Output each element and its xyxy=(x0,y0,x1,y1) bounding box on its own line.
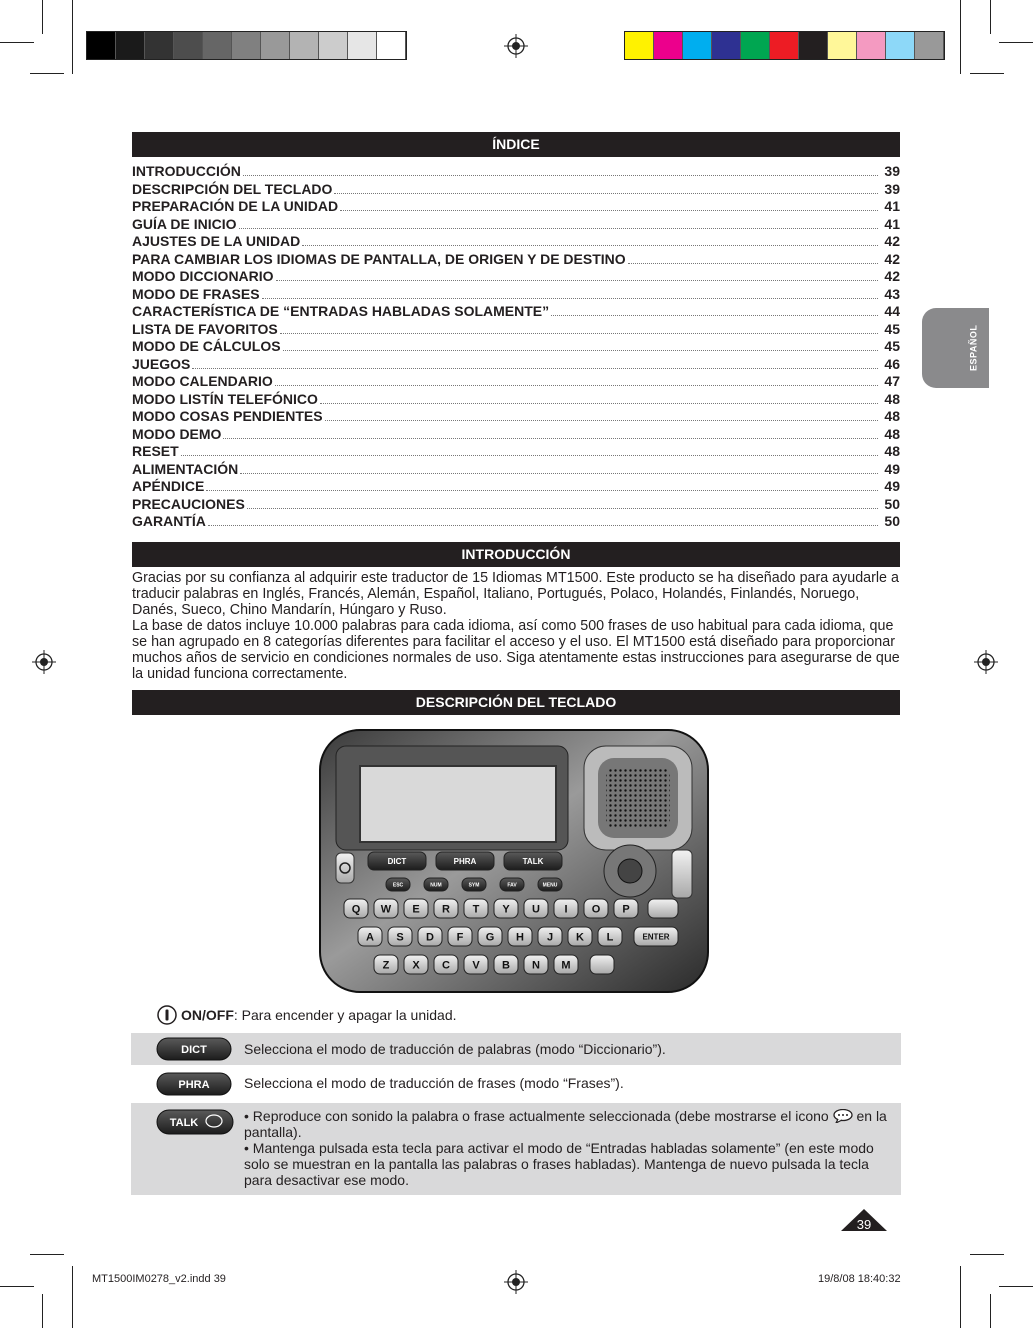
color-swatch xyxy=(232,32,261,59)
toc-entry-page: 43 xyxy=(884,285,900,302)
keyboard-header: DESCRIPCIÓN DEL TECLADO xyxy=(132,690,900,715)
toc-leader-dots xyxy=(243,175,878,176)
talk-desc-1b: en la pantalla). xyxy=(244,1108,887,1140)
toc-entry-title: DESCRIPCIÓN DEL TECLADO xyxy=(132,180,333,197)
color-swatch xyxy=(828,32,857,59)
table-of-contents xyxy=(132,163,900,531)
toc-entry-page: 48 xyxy=(884,443,900,459)
toc-entry-title: PRECAUCIONES xyxy=(132,495,245,512)
toc-entry-title: PARA CAMBIAR LOS IDIOMAS DE PANTALLA, DE ORIGEN Y DE DESTINO xyxy=(132,250,626,267)
toc-entry-page: 47 xyxy=(884,373,900,389)
function-key-label: MENU xyxy=(542,882,558,889)
registration-mark-icon xyxy=(974,650,998,674)
toc-entry-page: 39 xyxy=(884,180,900,197)
intro-text xyxy=(132,570,900,682)
letter-key-label: S xyxy=(396,931,404,944)
letter-key-label: A xyxy=(366,931,374,944)
color-swatch xyxy=(770,32,799,59)
phra-key-desc: Selecciona el modo de traducción de frases (modo “Frases”). xyxy=(244,1075,624,1091)
toc-entry xyxy=(132,356,900,374)
color-swatch xyxy=(319,32,348,59)
intro-paragraph: La base de datos incluye 10.000 palabras para cada idioma, así como 500 frases de uso habitual para cada idioma, que se han agrupado en 8 categorías diferentes para facilitar el acceso y el uso. El MT1500 está diseñado para proporcionar muchos años de servicio en condiciones normales de uso. Siga atentamente estas instrucciones para asegurarse de que la unidad funciona correctamente. xyxy=(132,618,900,682)
color-swatch xyxy=(116,32,145,59)
toc-entry-title: PREPARACIÓN DE LA UNIDAD xyxy=(132,198,339,214)
letter-key-label: U xyxy=(532,903,540,916)
letter-key-label: K xyxy=(576,931,584,944)
letter-key-label: P xyxy=(622,903,630,916)
toc-entry xyxy=(132,233,900,251)
toc-entry-page: 46 xyxy=(884,355,900,372)
toc-leader-dots xyxy=(181,455,878,456)
toc-leader-dots xyxy=(283,350,878,351)
side-tab-label: ESPAÑOL xyxy=(968,324,979,372)
toc-entry-page: 41 xyxy=(884,215,900,232)
toc-leader-dots xyxy=(340,210,878,211)
toc-entry xyxy=(132,461,900,479)
function-key-label: ESC xyxy=(392,882,404,889)
color-swatch xyxy=(174,32,203,59)
letter-key-label: Y xyxy=(502,903,510,916)
letter-key-label: Q xyxy=(351,903,361,916)
registration-mark-icon xyxy=(32,650,56,674)
toc-entry xyxy=(132,373,900,391)
toc-entry xyxy=(132,163,900,181)
toc-entry xyxy=(132,478,900,496)
toc-entry-title: MODO DEMO xyxy=(132,425,222,442)
page-number-badge xyxy=(840,1208,888,1232)
letter-key-label: X xyxy=(412,959,420,972)
toc-entry-title: INTRODUCCIÓN xyxy=(132,163,241,179)
letter-key-label: E xyxy=(412,903,420,916)
toc-entry xyxy=(132,391,900,409)
backspace-key xyxy=(648,899,678,918)
toc-entry xyxy=(132,443,900,461)
toc-entry-page: 42 xyxy=(884,233,900,249)
mode-key-label: PHRA xyxy=(453,856,477,866)
language-side-tab xyxy=(922,308,989,388)
letter-key-label: C xyxy=(442,959,450,972)
registration-mark-icon xyxy=(504,34,528,58)
dict-key-row xyxy=(131,1033,901,1065)
dict-key-desc: Selecciona el modo de traducción de palabras (modo “Diccionario”). xyxy=(244,1041,666,1057)
toc-entry-title: RESET xyxy=(132,443,179,459)
letter-key-label: O xyxy=(591,903,601,916)
mode-key-label: DICT xyxy=(387,856,407,866)
toc-entry-title: MODO DE CÁLCULOS xyxy=(132,338,281,354)
letter-key-label: Z xyxy=(382,959,390,972)
toc-entry-title: MODO DE FRASES xyxy=(132,285,260,302)
enter-key-label: ENTER xyxy=(642,932,670,942)
toc-entry-page: 48 xyxy=(884,408,900,424)
function-key-label: NUM xyxy=(430,882,442,889)
process-color-bar xyxy=(624,31,945,60)
toc-leader-dots xyxy=(276,280,878,281)
toc-leader-dots xyxy=(302,245,878,246)
toc-entry-title: APÉNDICE xyxy=(132,478,205,494)
toc-entry-page: 49 xyxy=(884,460,900,477)
intro-paragraph: Gracias por su confianza al adquirir este traductor de 15 Idiomas MT1500. Este producto se ha diseñado para ayudarle a traducir palabras en Inglés, Francés, Alemán, Español, Italiano, Portugués, Polaco, Holandés, Finlandés, Noruego, Danés, Sueco, Chino Mandarín, Húngaro y Ruso. xyxy=(132,570,899,618)
letter-key-label: H xyxy=(516,931,524,944)
toc-entry-title: CARACTERÍSTICA DE “ENTRADAS HABLADAS SOLAMENTE” xyxy=(132,303,550,319)
toc-leader-dots xyxy=(628,263,878,264)
phra-key-icon xyxy=(156,1072,232,1096)
color-swatch xyxy=(87,32,116,59)
color-swatch xyxy=(654,32,683,59)
letter-key-label: R xyxy=(442,903,450,916)
toc-entry-title: MODO DICCIONARIO xyxy=(132,268,274,284)
color-swatch xyxy=(741,32,770,59)
shift-key xyxy=(590,955,614,974)
letter-key-label: L xyxy=(606,931,614,944)
toc-leader-dots xyxy=(280,333,878,334)
toc-leader-dots xyxy=(551,315,878,316)
toc-entry xyxy=(132,338,900,356)
toc-entry-page: 45 xyxy=(884,338,900,354)
color-swatch xyxy=(377,32,406,59)
color-swatch xyxy=(712,32,741,59)
phra-key-label: PHRA xyxy=(178,1079,210,1091)
toc-entry-title: LISTA DE FAVORITOS xyxy=(132,320,278,337)
toc-leader-dots xyxy=(262,298,878,299)
dict-key-label: DICT xyxy=(181,1044,207,1056)
color-swatch xyxy=(799,32,828,59)
toc-entry xyxy=(132,198,900,216)
toc-entry-page: 48 xyxy=(884,390,900,407)
toc-entry-page: 45 xyxy=(884,320,900,337)
toc-entry xyxy=(132,181,900,199)
toc-leader-dots xyxy=(239,228,879,229)
dict-key-icon xyxy=(156,1037,232,1061)
onoff-desc: : Para encender y apagar la unidad. xyxy=(233,1007,457,1023)
toc-leader-dots xyxy=(208,525,878,526)
power-icon xyxy=(157,1005,177,1025)
letter-key-label: T xyxy=(472,903,480,916)
toc-entry-title: JUEGOS xyxy=(132,355,191,372)
talk-desc-1a: • Reproduce con sonido la palabra o frase actualmente seleccionada (debe mostrarse el icono xyxy=(244,1108,829,1124)
toc-entry-page: 50 xyxy=(884,513,900,529)
toc-entry-page: 44 xyxy=(884,303,900,319)
letter-key-label: G xyxy=(485,931,495,944)
color-swatch xyxy=(683,32,712,59)
function-key-label: FAV xyxy=(507,882,517,889)
talk-key-desc xyxy=(244,1108,899,1188)
letter-key-label: N xyxy=(532,959,540,972)
letter-key-label: W xyxy=(380,903,392,916)
talk-desc-line1 xyxy=(244,1108,899,1140)
page-number: 39 xyxy=(856,1217,872,1232)
date-slug: 19/8/08 18:40:32 xyxy=(818,1273,901,1285)
file-slug: MT1500IM0278_v2.indd 39 xyxy=(92,1273,226,1285)
toc-entry-page: 42 xyxy=(884,268,900,284)
toc-entry xyxy=(132,321,900,339)
speech-bubble-icon xyxy=(833,1109,853,1123)
toc-leader-dots xyxy=(240,473,878,474)
onoff-label: ON/OFF xyxy=(181,1007,234,1023)
toc-entry-title: MODO LISTÍN TELEFÓNICO xyxy=(132,390,318,407)
toc-entry xyxy=(132,303,900,321)
toc-entry-title: MODO COSAS PENDIENTES xyxy=(132,408,323,424)
toc-entry-title: ALIMENTACIÓN xyxy=(132,460,239,477)
toc-entry xyxy=(132,268,900,286)
toc-leader-dots xyxy=(320,403,878,404)
toc-leader-dots xyxy=(192,368,878,369)
toc-entry-page: 42 xyxy=(884,250,900,267)
toc-entry-page: 39 xyxy=(884,163,900,179)
letter-key-label: I xyxy=(564,903,568,916)
translator-device-illustration xyxy=(318,728,710,994)
onoff-description xyxy=(157,1005,457,1025)
toc-entry xyxy=(132,216,900,234)
talk-key-icon xyxy=(156,1109,234,1135)
letter-key-label: V xyxy=(472,959,480,972)
toc-entry-title: MODO CALENDARIO xyxy=(132,373,273,389)
toc-entry xyxy=(132,251,900,269)
toc-entry xyxy=(132,286,900,304)
toc-leader-dots xyxy=(247,508,878,509)
index-header: ÍNDICE xyxy=(132,132,900,157)
letter-key-label: F xyxy=(456,931,464,944)
letter-key-label: B xyxy=(502,959,510,972)
color-swatch xyxy=(886,32,915,59)
color-swatch xyxy=(625,32,654,59)
toc-leader-dots xyxy=(275,385,878,386)
talk-key-row xyxy=(131,1103,901,1195)
function-key-label: SYM xyxy=(468,882,480,889)
talk-key-label: TALK xyxy=(169,1117,199,1129)
color-swatch xyxy=(290,32,319,59)
talk-desc-line2: • Mantenga pulsada esta tecla para activar el modo de “Entradas habladas solamente” (en este modo solo se muestran en la pantalla las palabras o frases habladas). Mantenga de nuevo pulsada la tecla para desactivar ese modo. xyxy=(244,1140,874,1188)
toc-entry-title: GARANTÍA xyxy=(132,513,206,529)
toc-entry-page: 50 xyxy=(884,495,900,512)
color-swatch xyxy=(203,32,232,59)
color-swatch xyxy=(915,32,944,59)
toc-entry-title: GUÍA DE INICIO xyxy=(132,215,237,232)
toc-leader-dots xyxy=(223,438,878,439)
registration-mark-icon xyxy=(504,1270,528,1294)
letter-key-label: M xyxy=(561,959,571,972)
toc-entry xyxy=(132,426,900,444)
toc-entry-page: 48 xyxy=(884,425,900,442)
color-swatch xyxy=(261,32,290,59)
toc-leader-dots xyxy=(334,193,878,194)
toc-entry xyxy=(132,513,900,531)
toc-entry-title: AJUSTES DE LA UNIDAD xyxy=(132,233,301,249)
toc-entry xyxy=(132,408,900,426)
mode-key-label: TALK xyxy=(522,856,544,866)
toc-entry-page: 49 xyxy=(884,478,900,494)
grayscale-color-bar xyxy=(86,31,407,60)
letter-key-label: D xyxy=(426,931,434,944)
color-swatch xyxy=(348,32,377,59)
letter-key-label: J xyxy=(546,931,554,944)
toc-leader-dots xyxy=(325,420,878,421)
toc-entry xyxy=(132,496,900,514)
phra-key-row xyxy=(131,1066,901,1102)
toc-entry-page: 41 xyxy=(884,198,900,214)
color-swatch xyxy=(145,32,174,59)
color-swatch xyxy=(857,32,886,59)
intro-header: INTRODUCCIÓN xyxy=(132,542,900,567)
toc-leader-dots xyxy=(206,490,878,491)
